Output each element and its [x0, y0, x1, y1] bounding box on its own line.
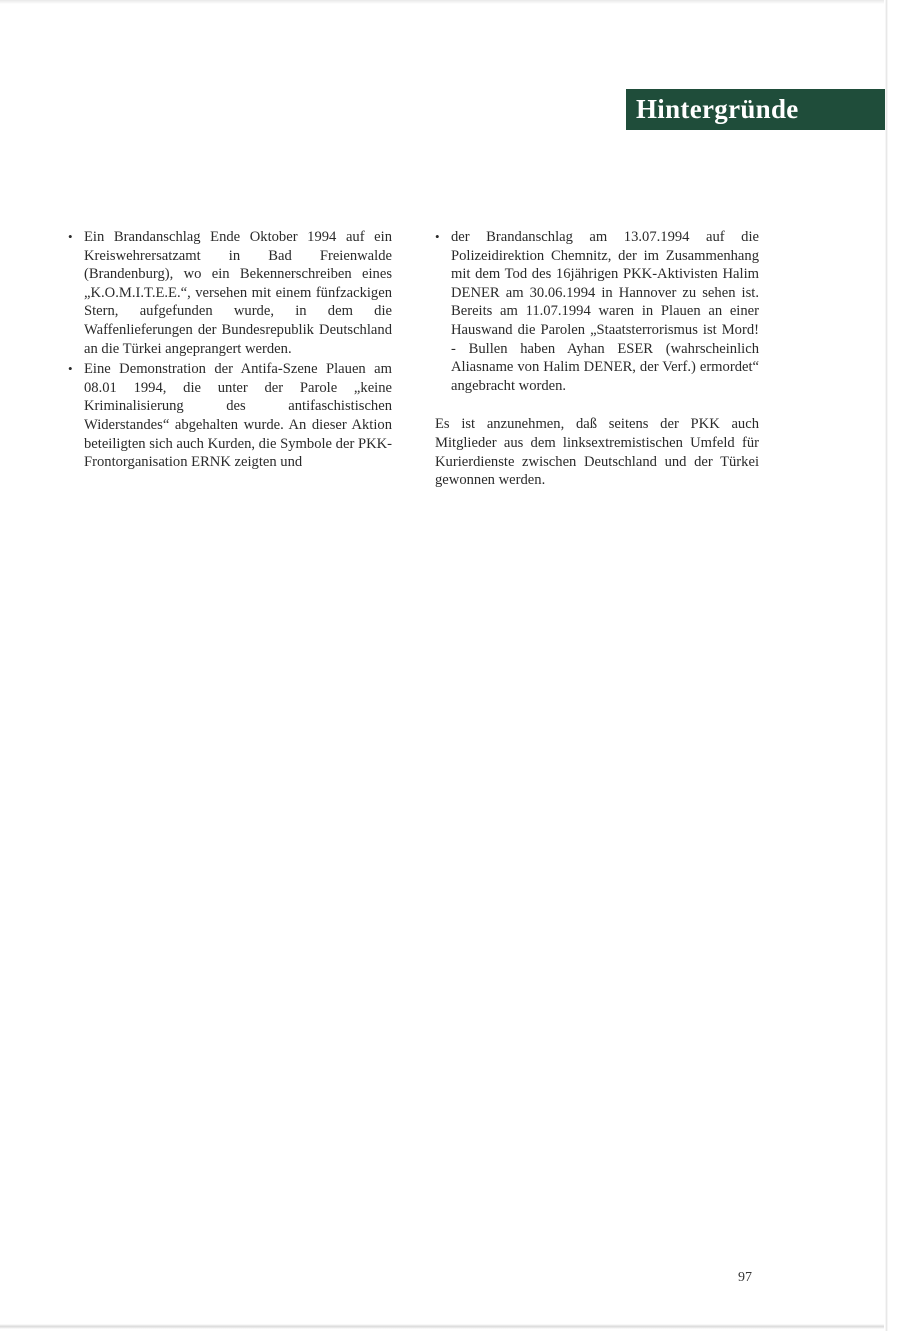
list-item-text: der Brandanschlag am 13.07.1994 auf die Polizeidirektion Chemnitz, der im Zusammenhang mit dem Tod des 16jährigen PKK-Aktivisten Halim DENER am 30.06.1994 in Hannover zu sehen ist. Bereits am 11.07.1994 waren in Plauen an einer Hauswand die Parolen „Staatsterrorismus ist Mord! - Bullen haben Ayhan ESER (wahrscheinlich Aliasname von Halim DENER, der Verf.) ermordet“ angebracht worden. — [451, 229, 759, 394]
list-item-text: Ein Brandanschlag Ende Oktober 1994 auf ein Kreiswehrersatzamt in Bad Freienwalde (Brandenburg), wo ein Bekennerschreiben eines „K.O.M.I.T.E.E.“, versehen mit einem fünfzackigen Stern, aufgefunden wurde, in dem die Waffenlieferungen der Bundesrepublik Deutschland an die Türkei angeprangert werden. — [84, 229, 392, 357]
scan-edge-right — [885, 0, 888, 1331]
page-number: 97 — [738, 1270, 752, 1285]
bullet-icon: • — [68, 361, 73, 377]
list-item — [435, 228, 759, 395]
list-item — [68, 360, 392, 472]
scan-edge-top — [0, 0, 884, 4]
scan-edge-bottom — [0, 1324, 884, 1329]
section-header-title: Hintergründe — [626, 89, 885, 130]
bullet-icon: • — [435, 229, 440, 244]
left-bullet-list — [68, 228, 392, 472]
body-paragraph: Es ist anzunehmen, daß seitens der PKK auch Mitglieder aus dem linksextremistischen Umfeld für Kurierdienste zwischen Deutschland und der Türkei gewonnen werden. — [435, 416, 759, 489]
list-item-text: Eine Demonstration der Antifa-Szene Plauen am 08.01 1994, die unter der Parole „keine Kriminalisierung des antifaschistischen Widerstandes“ abgehalten wurde. An dieser Aktion beteiligten sich auch Kurden, die Symbole der PKK-Frontorganisation ERNK zeigten und — [84, 361, 393, 471]
list-item — [68, 228, 392, 358]
right-bullet-list — [435, 228, 759, 395]
bullet-icon: • — [68, 229, 73, 244]
right-text-column — [435, 228, 759, 490]
left-text-column — [68, 228, 392, 474]
